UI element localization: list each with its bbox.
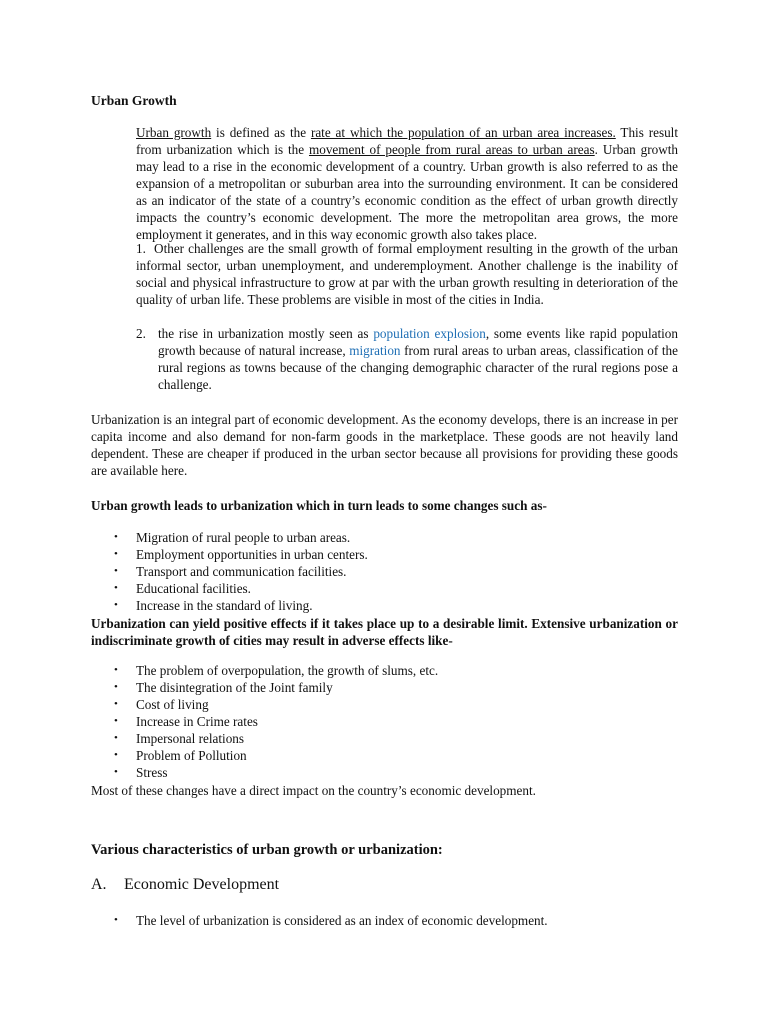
definition-underlined: rate at which the population of an urban area increases. <box>310 125 616 140</box>
heading-effects: Urbanization can yield positive effects if it takes place up to a desirable limit. Extensive urbanization or indiscriminate growth of cities may result in adverse effects like- <box>91 616 678 648</box>
numbered-item-2 <box>158 325 678 393</box>
section-a-title: Economic Development <box>124 876 280 893</box>
bullet-icon: • <box>114 732 118 744</box>
item-2-text-3: from rural areas to urban areas, classification of the rural regions as towns because of the changing demographic character of the rural regions pose a challenge. <box>158 343 678 392</box>
effects-note: Most of these changes have a direct impact on the country’s economic development. <box>91 783 536 798</box>
bullet-icon: • <box>114 914 118 926</box>
intro-text-1: is defined as the <box>211 125 311 140</box>
list-item: • The level of urbanization is considered as an index of economic development. <box>114 913 548 928</box>
list-item: • The disintegration of the Joint family <box>114 680 333 695</box>
heading-characteristics: Various characteristics of urban growth or urbanization: <box>91 842 443 858</box>
bullet-icon: • <box>114 599 118 611</box>
intro-text-3: . Urban growth may lead to a rise in the economic development of a country. Urban growth is also referred to as the expansion of a metropolitan or suburban area into the surrounding environment. It can be considered as an indicator of the state of a country’s economic condition as the effect of urban growth directly impacts the country’s economic development. The more the metropolitan area grows, the more employment it generates, and in this way economic growth also takes place. <box>136 142 678 242</box>
intro-paragraph <box>136 124 678 243</box>
term-urban-growth: Urban growth <box>136 125 212 140</box>
section-a-letter: A. <box>91 876 107 893</box>
link-migration[interactable]: migration <box>349 343 401 358</box>
urbanization-paragraph: Urbanization is an integral part of economic development. As the economy develops, there is an increase in per capita income and also demand for non-farm goods in the marketplace. These goods are not heavily land dependent. These are cheaper if produced in the urban sector because all provisions for providing these goods are available here. <box>91 412 679 478</box>
list-item: • The problem of overpopulation, the growth of slums, etc. <box>114 663 439 678</box>
list-item: • Employment opportunities in urban centers. <box>114 547 368 562</box>
numbered-item-1 <box>136 240 678 308</box>
list-item: • Educational facilities. <box>114 581 251 596</box>
bullet-icon: • <box>114 766 118 778</box>
section-a-list <box>90 912 650 929</box>
bullet-icon: • <box>114 698 118 710</box>
bullet-icon: • <box>114 531 118 543</box>
list-item: • Increase in Crime rates <box>114 714 258 729</box>
bullet-icon: • <box>114 715 118 727</box>
bullet-icon: • <box>114 565 118 577</box>
list-item: • Impersonal relations <box>114 731 245 746</box>
effects-list <box>90 662 650 781</box>
intro-text-2: This result from urbanization which is the <box>136 125 678 157</box>
item-2-text-2: , some events like rapid population growth because of natural increase, <box>158 326 678 358</box>
item-2-text-1: the rise in urbanization mostly seen as <box>158 326 374 341</box>
changes-list <box>90 529 650 614</box>
bullet-icon: • <box>114 664 118 676</box>
list-item: • Migration of rural people to urban areas. <box>114 530 351 545</box>
heading-changes: Urban growth leads to urbanization which in turn leads to some changes such as- <box>91 498 547 513</box>
page-title: Urban Growth <box>91 93 177 108</box>
item-1-text: Other challenges are the small growth of formal employment resulting in the growth of the urban informal sector, urban unemployment, and underemployment. Another challenge is the inability of social and physical infrastructure to grow at par with the urban growth resulting in deterioration of the quality of urban life. These problems are visible in most of the cities in India. <box>136 241 679 307</box>
bullet-icon: • <box>114 582 118 594</box>
list-item: • Cost of living <box>114 697 209 712</box>
item-2-number: 2. <box>136 326 146 341</box>
movement-underlined: movement of people from rural areas to urban areas <box>308 142 595 157</box>
link-population-explosion[interactable]: population explosion <box>373 326 486 341</box>
bullet-icon: • <box>114 681 118 693</box>
list-item: • Stress <box>114 765 168 780</box>
bullet-icon: • <box>114 749 118 761</box>
item-1-number: 1. <box>136 241 146 256</box>
list-item: • Transport and communication facilities. <box>114 564 347 579</box>
list-item: • Problem of Pollution <box>114 748 247 763</box>
list-item: • Increase in the standard of living. <box>114 598 313 613</box>
bullet-icon: • <box>114 548 118 560</box>
